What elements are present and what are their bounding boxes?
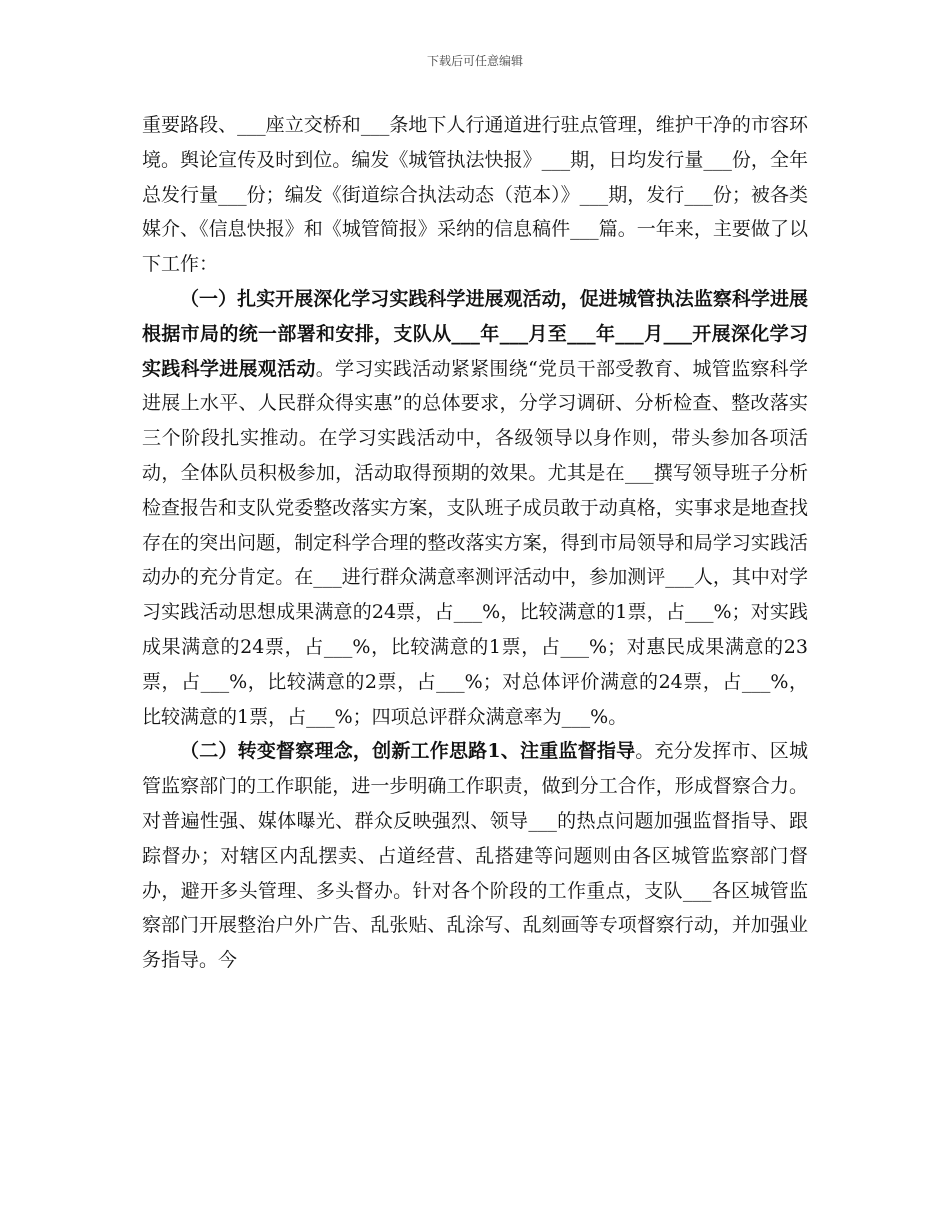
section-heading-2: （二）转变督察理念，创新工作思路1、注重监督指导 (180, 740, 636, 763)
paragraph-3 (142, 734, 808, 978)
document-body (142, 108, 808, 978)
paragraph-1: 重要路段、___座立交桥和___条地下人行通道进行驻点管理，维护干净的市容环境。舆论宣传及时到位。编发《城管执法快报》___期，日均发行量___份，全年总发行量___份；编发《街道综合执法动态（范本）》___期，发行___份；被各类媒介、《信息快报》和《城管简报》采纳的信息稿件___篇。一年来，主要做了以下工作： (142, 114, 808, 276)
paragraph-3-body: 。充分发挥市、区城管监察部门的工作职能，进一步明确工作职责，做到分工合作，形成督察合力。对普遍性强、媒体曝光、群众反映强烈、领导___的热点问题加强监督指导、跟踪督办；对辖区内乱摆卖、占道经营、乱搭建等问题则由各区城管监察部门督办，避开多头管理、多头督办。针对各个阶段的工作重点，支队___各区城管监察部门开展整治户外广告、乱张贴、乱涂写、乱刻画等专项督察行动，并加强业务指导。今 (142, 740, 808, 972)
paragraph-2 (142, 282, 808, 734)
section-heading-1: （一）扎实开展深化学习实践科学进展观活动，促进城管执法监察科学进展根据市局的统一部署和安排，支队从___年___月至___年___月___开展深化学习实践科学进展观活动 (142, 287, 808, 380)
page-header: 下载后可任意编辑 (426, 54, 523, 68)
paragraph-2-body: 。学习实践活动紧紧围绕“党员干部受教育、城管监察科学进展上水平、人民群众得实惠”的总体要求，分学习调研、分析检查、整改落实三个阶段扎实推动。在学习实践活动中，各级领导以身作则，带头参加各项活动，全体队员积极参加，活动取得预期的效果。尤其是在___撰写领导班子分析检查报告和支队党委整改落实方案，支队班子成员敢于动真格，实事求是地查找存在的突出问题，制定科学合理的整改落实方案，得到市局领导和局学习实践活动办的充分肯定。在___进行群众满意率测评活动中，参加测评___人，其中对学习实践活动思想成果满意的24票，占___%，比较满意的1票，占___%；对实践成果满意的24票，占___%，比较满意的1票，占___%；对惠民成果满意的23票，占___%，比较满意的2票，占___%；对总体评价满意的24票，占___%，比较满意的1票，占___%；四项总评群众满意率为___%。 (142, 357, 808, 728)
